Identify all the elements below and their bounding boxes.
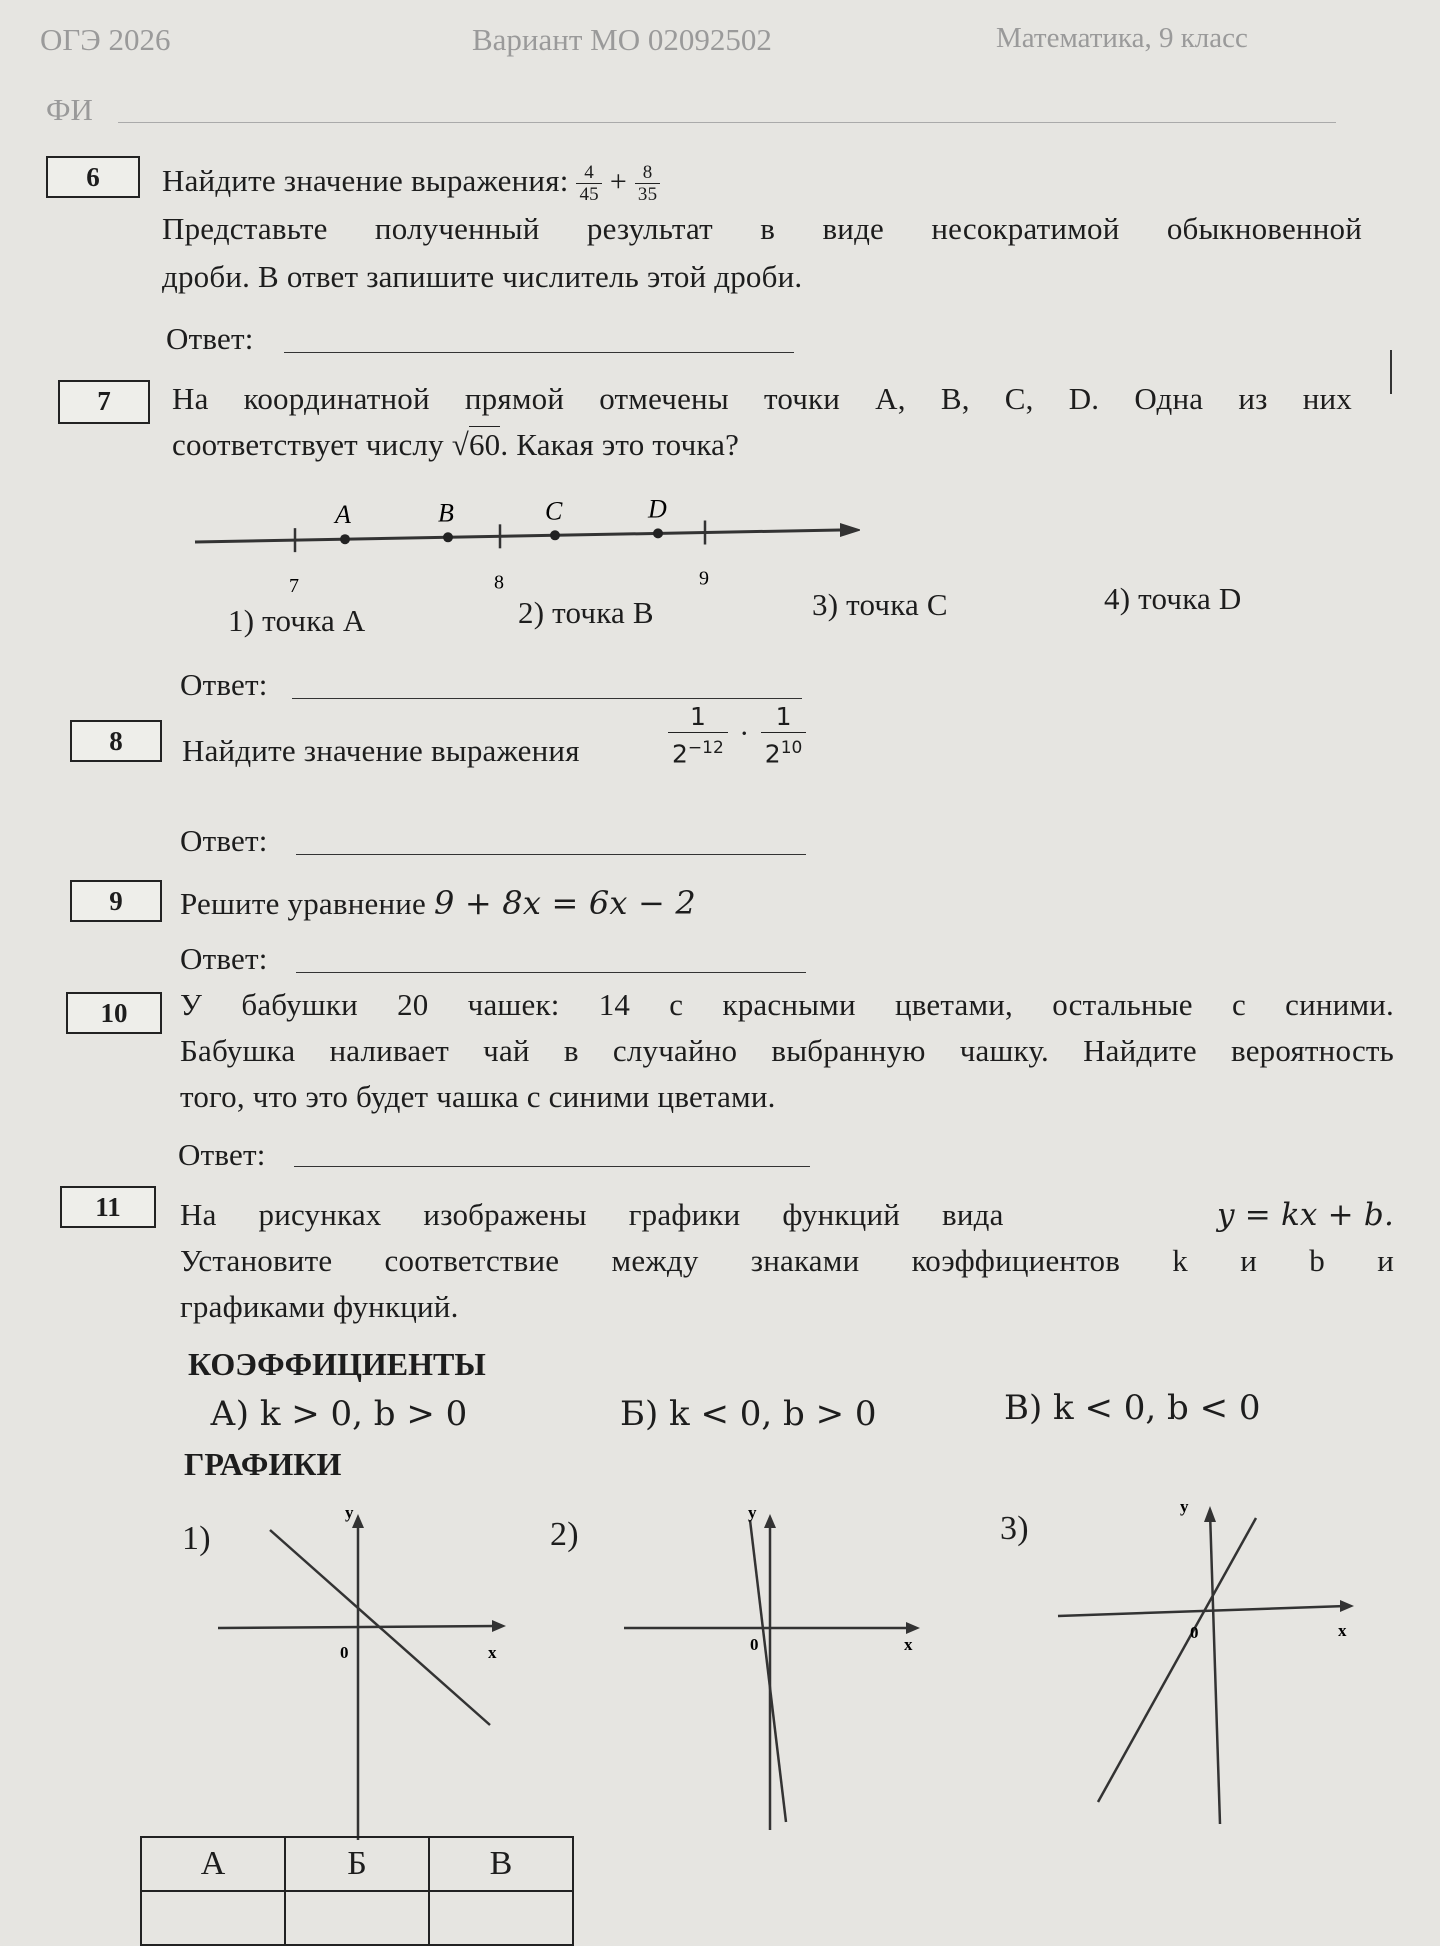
graphs-title: ГРАФИКИ — [184, 1446, 342, 1482]
task-8-fraction-2 — [761, 702, 807, 769]
number-line-point-label: D — [648, 494, 667, 524]
sqrt-expression: √60 — [451, 427, 501, 462]
task-7-answer-field[interactable] — [292, 698, 802, 699]
table-header-b: Б — [285, 1837, 429, 1891]
graph-3-x-label: x — [1338, 1621, 1347, 1640]
graph-3-label: 3) — [1000, 1510, 1029, 1547]
task-8-expression — [668, 702, 806, 769]
coefficients-title: КОЭФФИЦИЕНТЫ — [188, 1346, 486, 1382]
task-7-line-2-post: . Какая это точка? — [500, 427, 740, 462]
task-10-line-3: того, что это будет чашка с синими цветами. — [180, 1079, 776, 1114]
fi-line[interactable] — [118, 122, 1336, 123]
sqrt-radicand: 60 — [468, 427, 501, 462]
task-11-line-3: графиками функций. — [180, 1289, 459, 1324]
power-exponent: 10 — [780, 738, 803, 758]
task-6-line-2: Представьте полученный результат в виде несократимой обыкновенной — [162, 211, 1362, 246]
number-line-point — [443, 532, 453, 542]
number-line-point-label: B — [438, 498, 454, 528]
task-7-option-1[interactable]: 1) точка A — [228, 603, 366, 638]
margin-bar — [1390, 350, 1392, 394]
task-7-line-1: На координатной прямой отмечены точки A, B, C, D. Одна из них — [172, 381, 1352, 416]
task-6-number: 6 — [46, 156, 140, 198]
task-9-number: 9 — [70, 880, 162, 922]
frac-numerator: 1 — [761, 702, 807, 733]
task-6-answer-label: Ответ: — [166, 321, 254, 356]
graph-1-origin: 0 — [340, 1643, 349, 1662]
graph-3-origin: 0 — [1190, 1623, 1199, 1642]
graph-1-x-label: x — [488, 1643, 497, 1662]
number-line-axis — [195, 530, 840, 542]
task-7-line-2 — [172, 424, 739, 466]
task-7-number: 7 — [58, 380, 150, 424]
power-exponent: −12 — [687, 738, 724, 758]
exam-title: ОГЭ 2026 — [40, 22, 171, 57]
frac-denominator: 45 — [579, 184, 599, 206]
graph-3-y-label: y — [1180, 1497, 1189, 1516]
graph-3-line — [1098, 1518, 1256, 1802]
number-line-tick-label: 9 — [699, 567, 709, 590]
number-line-point — [653, 528, 663, 538]
graph-2-label: 2) — [550, 1516, 579, 1553]
frac-numerator: 4 — [576, 162, 601, 184]
task-11-formula: y = kx + b. — [1216, 1197, 1394, 1233]
graph-3 — [1050, 1494, 1360, 1834]
task-6-lead-text: Найдите значение выражения — [162, 163, 560, 198]
answer-cell-a[interactable] — [141, 1891, 285, 1945]
task-6-fraction-2 — [635, 162, 660, 205]
frac-numerator: 8 — [635, 162, 660, 184]
table-header-a: А — [141, 1837, 285, 1891]
task-6-line-3: дроби. В ответ запишите числитель этой дроби. — [162, 259, 803, 294]
table-header-row — [141, 1837, 573, 1891]
number-line-tick-label: 8 — [494, 571, 504, 594]
graph-3-y-arrow — [1204, 1506, 1216, 1522]
number-line-point — [550, 530, 560, 540]
table-answer-row[interactable] — [141, 1891, 573, 1945]
task-11-answer-table — [140, 1836, 574, 1946]
graph-2 — [620, 1500, 930, 1840]
task-8-fraction-1 — [668, 702, 728, 769]
number-line-tick-label: 7 — [289, 575, 299, 598]
task-11-line-1-text: На рисунках изображены графики функций вида — [180, 1197, 1004, 1232]
task-9-equation: 9 + 8x = 6x − 2 — [433, 884, 696, 922]
task-6-fraction-1 — [576, 162, 601, 205]
task-7-line-2-pre: соответствует числу — [172, 427, 444, 462]
number-line-point — [340, 534, 350, 544]
number-line-arrow — [840, 523, 860, 537]
graph-1-y-label: y — [345, 1503, 354, 1522]
multiply-sign: · — [739, 716, 750, 750]
graph-2-line — [750, 1520, 786, 1822]
coef-option-v: В) k < 0, b < 0 — [1004, 1388, 1261, 1428]
graph-3-y-axis — [1210, 1512, 1220, 1824]
graph-2-origin: 0 — [750, 1635, 759, 1654]
number-line-point-label: A — [335, 500, 351, 530]
frac-numerator: 1 — [668, 702, 728, 733]
graph-1 — [210, 1500, 520, 1840]
task-9-answer-label: Ответ: — [180, 941, 268, 976]
task-11-line-1 — [180, 1194, 1394, 1236]
task-8-answer-field[interactable] — [296, 854, 806, 855]
task-10-answer-label: Ответ: — [178, 1137, 266, 1172]
graph-2-y-label: y — [748, 1503, 757, 1522]
plus-sign: + — [609, 165, 627, 198]
graph-1-x-arrow — [492, 1620, 506, 1632]
graph-2-x-arrow — [906, 1622, 920, 1634]
table-header-v: В — [429, 1837, 573, 1891]
number-line-point-label: C — [545, 496, 563, 526]
answer-cell-v[interactable] — [429, 1891, 573, 1945]
number-line — [180, 480, 860, 600]
task-7-option-2[interactable]: 2) точка B — [518, 595, 654, 630]
task-7-answer-label: Ответ: — [180, 667, 268, 702]
task-11-number: 11 — [60, 1186, 156, 1228]
task-6-lead: Найдите значение выражения: $\frac{4}{45}$ + $\frac{8}{35}$ — [162, 160, 660, 205]
task-8-lead: Найдите значение выражения — [182, 733, 580, 768]
coef-option-a: А) k > 0, b > 0 — [210, 1394, 468, 1434]
variant-label: Вариант МО 02092502 — [472, 22, 772, 57]
subject-label: Математика, 9 класс — [996, 22, 1248, 54]
task-9-line — [180, 882, 696, 925]
task-10-answer-field[interactable] — [294, 1166, 810, 1167]
task-8-answer-label: Ответ: — [180, 823, 268, 858]
coef-option-b: Б) k < 0, b > 0 — [620, 1394, 877, 1434]
graph-1-y-arrow — [352, 1514, 364, 1528]
graph-1-x-axis — [218, 1626, 498, 1628]
task-7-option-3[interactable]: 3) точка C — [812, 587, 948, 622]
task-9-lead: Решите уравнение — [180, 886, 426, 921]
task-10-number: 10 — [66, 992, 162, 1034]
task-9-answer-field[interactable] — [296, 972, 806, 973]
frac-denominator: 35 — [637, 184, 658, 206]
graph-1-label: 1) — [182, 1520, 211, 1557]
answer-cell-b[interactable] — [285, 1891, 429, 1945]
graph-2-x-label: x — [904, 1635, 913, 1654]
task-10-line-2: Бабушка наливает чай в случайно выбранную чашку. Найдите вероятность — [180, 1033, 1394, 1068]
task-6-answer-field[interactable] — [284, 352, 794, 353]
task-7-option-4[interactable]: 4) точка D — [1104, 581, 1242, 616]
graph-3-x-arrow — [1340, 1600, 1354, 1612]
graph-2-y-arrow — [764, 1514, 776, 1528]
task-10-line-1: У бабушки 20 чашек: 14 с красными цветами, остальные с синими. — [180, 987, 1394, 1022]
power-base: 2 — [672, 739, 688, 769]
fi-label: ФИ — [46, 92, 93, 127]
power-base: 2 — [764, 739, 781, 769]
frac-denominator — [668, 733, 728, 769]
frac-denominator — [761, 733, 807, 769]
task-8-number: 8 — [70, 720, 162, 762]
task-11-line-2: Установите соответствие между знаками коэффициентов k и b и — [180, 1243, 1394, 1278]
